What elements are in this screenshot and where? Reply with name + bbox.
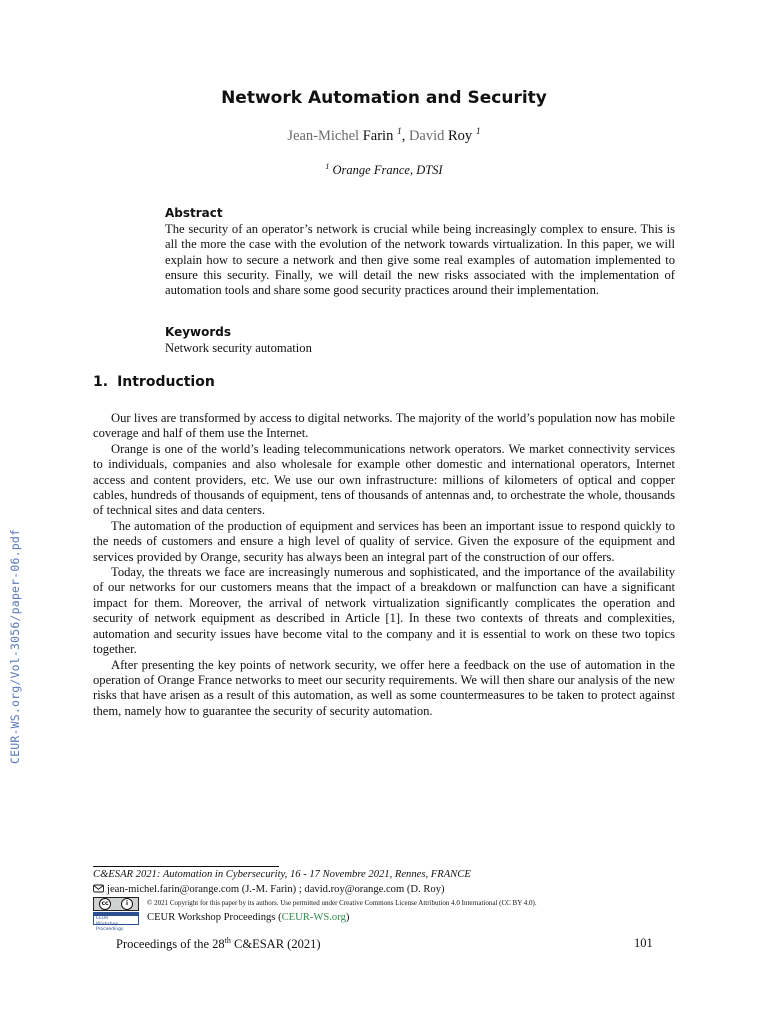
author-line — [0, 127, 768, 145]
abstract-text: The security of an operator’s network is crucial while being increasingly complex to ensure. This is all the more the case with the evolution of the network towards virtualization. In this paper, we will explain how to secure a network and then give some real examples of automation implemented to ensure this security. Finally, we will detail the new risks associated with the implementation of automation tools and share some good security practices around their implementation. — [165, 222, 675, 298]
creative-commons-icon[interactable] — [93, 897, 139, 911]
intro-paragraph: Our lives are transformed by access to digital networks. The majority of the world’s population now has mobile coverage and half of them use the Internet. — [93, 411, 675, 441]
author-separator: , — [401, 127, 409, 144]
section-title: Introduction — [117, 374, 215, 390]
author1-affil-marker: 1 — [396, 127, 402, 137]
author1-given-name: Jean-Michel — [287, 127, 360, 144]
cc-symbol-icon: cc — [99, 898, 111, 910]
affiliation-marker: 1 — [325, 162, 330, 171]
intro-paragraph: Orange is one of the world’s leading telecommunications network operators. We market connectivity services to individuals, companies and also wholesale for example other domestic and international operators, Internet access and content providers, etc. We use our own infrastructure: millions of kilometers of optical and copper cables, hundreds of thousands of equipment, tens of thousands of antennas and, to orchestrate the whole, thousands of technical sites and data centers. — [93, 441, 675, 518]
keywords-heading: Keywords — [165, 325, 232, 339]
section-heading — [93, 374, 215, 390]
footer-proceedings-prefix: Proceedings of the 28 — [116, 937, 225, 952]
author2-affil-marker: 1 — [475, 127, 481, 137]
keywords-block — [165, 325, 675, 356]
abstract-block — [165, 206, 675, 298]
author2-given-name: David — [408, 127, 445, 144]
footnote-divider — [93, 866, 279, 867]
intro-paragraph: Today, the threats we face are increasingly numerous and sophisticated, and the importance of the availability of our networks for our customers means that the impact of a breakdown or malfunction can have a significant impact for them. Moreover, the arrival of network virtualization significantly complicates the operation and security of network equipment as described in Article [1]. In these two contexts of threats and complexities, automation and security issues have become vital to the company and it is essential to work on these two topics together. — [93, 565, 675, 657]
ceur-prefix: CEUR Workshop Proceedings ( — [147, 912, 282, 923]
footnote-license: © 2021 Copyright for this paper by its authors. Use permitted under Creative Commons License Attribution 4.0 International (CC BY 4.0). — [147, 899, 537, 907]
affiliation-text: Orange France, DTSI — [332, 163, 443, 178]
paper-title: Network Automation and Security — [221, 88, 547, 108]
abstract-heading: Abstract — [165, 206, 223, 220]
ceur-logo-subtext: Workshop Proceedings — [96, 921, 124, 932]
footnote-conference: C&ESAR 2021: Automation in Cybersecurity, 16 - 17 Novembre 2021, Rennes, FRANCE — [93, 869, 471, 880]
ceur-suffix: ) — [345, 912, 350, 923]
ceur-link[interactable]: CEUR-WS.org — [281, 912, 346, 923]
footnote-ceur — [147, 912, 349, 923]
ceur-logo-bar — [94, 913, 138, 916]
author1-family-name: Farin — [362, 127, 394, 144]
intro-paragraph: The automation of the production of equipment and services has been an important issue to respond quickly to the needs of customers and ensure a high level of quality of service. Given the exposure of the equipment and services provided by Orange, security has always been an integral part of the construction of our offers. — [93, 518, 675, 564]
section-number: 1. — [93, 374, 109, 390]
by-symbol-icon: i — [121, 898, 133, 910]
envelope-at-icon — [93, 883, 104, 897]
affiliation — [0, 162, 768, 178]
footnote-email-text[interactable]: jean-michel.farin@orange.com (J.-M. Farin) ; david.roy@orange.com (D. Roy) — [107, 884, 445, 895]
footer-ordinal-suffix: th — [224, 936, 231, 945]
footer-proceedings — [116, 936, 320, 952]
footer-proceedings-suffix: C&ESAR (2021) — [230, 937, 321, 952]
footnote-emails — [93, 883, 445, 897]
author2-family-name: Roy — [448, 127, 473, 144]
intro-paragraph: After presenting the key points of network security, we offer here a feedback on the use of automation in the operation of Orange France networks to meet our security requirements. We will then share our analysis of the new risks that have arisen as a result of this automation, as well as some countermeasures to be taken to protect against them, namely how to guarantee the security of security automation. — [93, 657, 675, 718]
side-url-watermark[interactable]: CEUR-WS.org/Vol-3056/paper-06.pdf — [8, 528, 22, 764]
ceur-logo-text: CEUR — [96, 916, 109, 921]
page-number: 101 — [634, 936, 653, 950]
introduction-body — [93, 411, 675, 719]
keywords-text: Network security automation — [165, 341, 312, 355]
ceur-logo-icon — [93, 912, 139, 932]
